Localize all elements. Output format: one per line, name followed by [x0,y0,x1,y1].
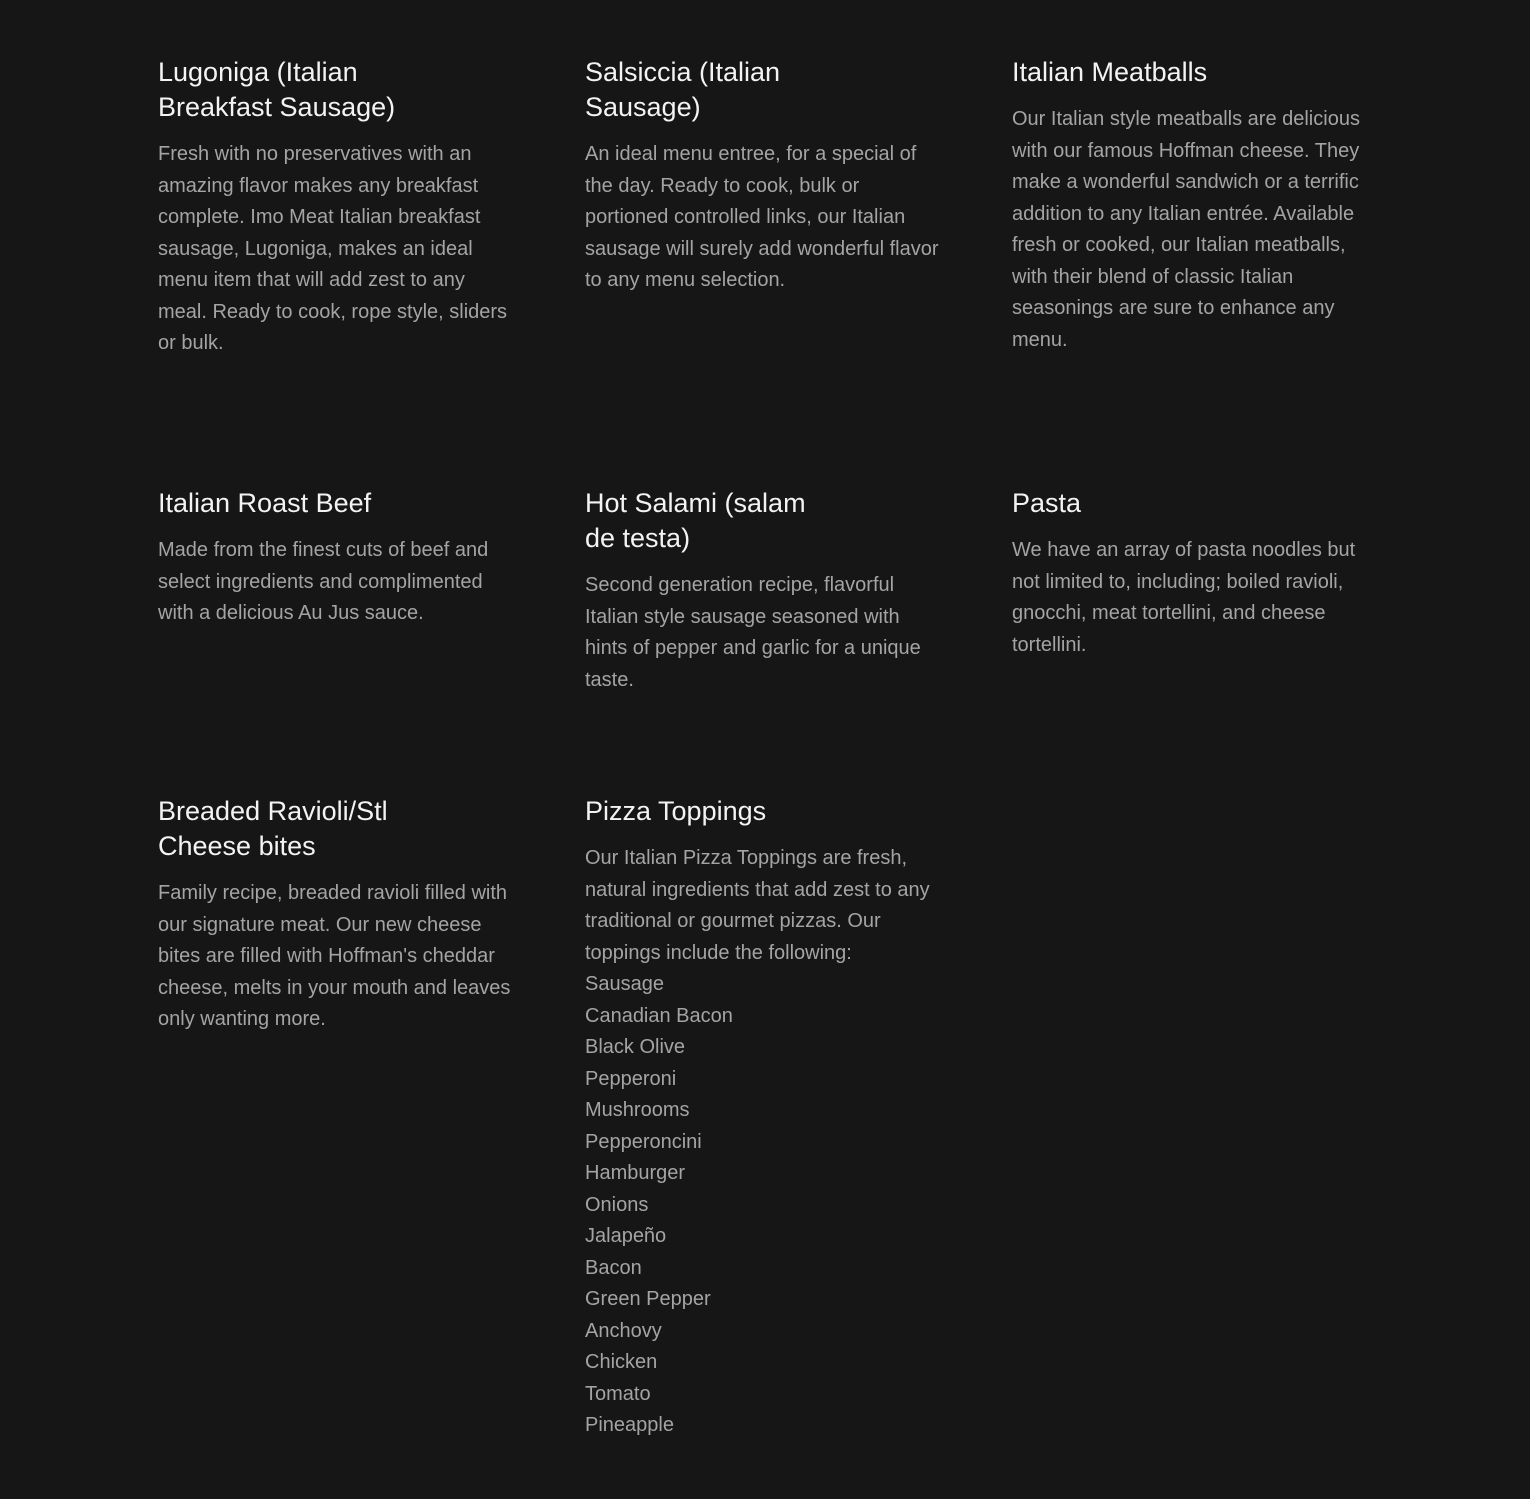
topping-item: Bacon [585,1256,642,1279]
topping-item: Pepperoni [585,1067,677,1090]
item-description: Fresh with no preservatives with an amazing flavor makes any breakfast complete. Imo Meat Italian breakfast sausage, Lugoniga, makes an ideal menu item that will add zest to any meal. Ready to cook, rope style, sliders or bulk. [158,143,508,354]
item-title: Pizza Toppings [585,796,767,826]
item-title: Pasta [1012,488,1082,518]
toppings-list [585,969,945,1442]
item-title: Breaded Ravioli/Stl Cheese bites [158,796,388,861]
topping-item: Onions [585,1193,649,1216]
topping-item: Jalapeño [585,1225,667,1247]
topping-item: Green Pepper [585,1288,711,1310]
topping-item: Hamburger [585,1162,686,1184]
menu-item-pizza-toppings [585,794,945,1442]
menu-item-salsiccia [585,55,945,297]
item-description: We have an array of pasta noodles but not limited to, including; boiled ravioli, gnocchi, meat tortellini, and cheese tortellini. [1012,539,1356,656]
item-description: Our Italian style meatballs are delicious with our famous Hoffman cheese. They make a wonderful sandwich or a terrific addition to any Italian entrée. Available fresh or cooked, our Italian meatballs, with their blend of classic Italian seasonings are sure to enhance any menu. [1012,108,1360,351]
menu-item-hot-salami [585,486,945,696]
topping-item: Tomato [585,1382,651,1405]
menu-item-pasta [1012,486,1362,661]
topping-item: Sausage [585,973,664,995]
menu-item-breaded-ravioli [158,794,518,1036]
menu-item-italian-meatballs [1012,55,1362,356]
topping-item: Black Olive [585,1036,686,1058]
topping-item: Canadian Bacon [585,1004,733,1027]
item-description: Second generation recipe, flavorful Italian style sausage seasoned with hints of pepper and garlic for a unique taste. [585,574,921,691]
topping-item: Pepperoncini [585,1130,702,1153]
menu-item-italian-roast-beef [158,486,518,630]
topping-item: Pineapple [585,1414,674,1436]
topping-item: Chicken [585,1351,658,1373]
item-description: Our Italian Pizza Toppings are fresh, natural ingredients that add zest to any traditional or gourmet pizzas. Our toppings include the following: [585,847,930,964]
item-title: Italian Meatballs [1012,57,1208,87]
item-title: Salsiccia (Italian Sausage) [585,57,781,122]
menu-item-lugoniga [158,55,518,360]
item-title: Hot Salami (salam de testa) [585,488,806,553]
item-title: Lugoniga (Italian Breakfast Sausage) [158,57,396,122]
topping-item: Mushrooms [585,1099,690,1121]
item-description: An ideal menu entree, for a special of the day. Ready to cook, bulk or portioned controlled links, our Italian sausage will surely add wonderful flavor to any menu selection. [585,143,939,291]
item-description: Family recipe, breaded ravioli filled with our signature meat. Our new cheese bites are filled with Hoffman's cheddar cheese, melts in your mouth and leaves only wanting more. [158,882,511,1030]
item-title: Italian Roast Beef [158,488,372,518]
topping-item: Anchovy [585,1319,662,1342]
item-description: Made from the finest cuts of beef and select ingredients and complimented with a delicious Au Jus sauce. [158,539,489,624]
